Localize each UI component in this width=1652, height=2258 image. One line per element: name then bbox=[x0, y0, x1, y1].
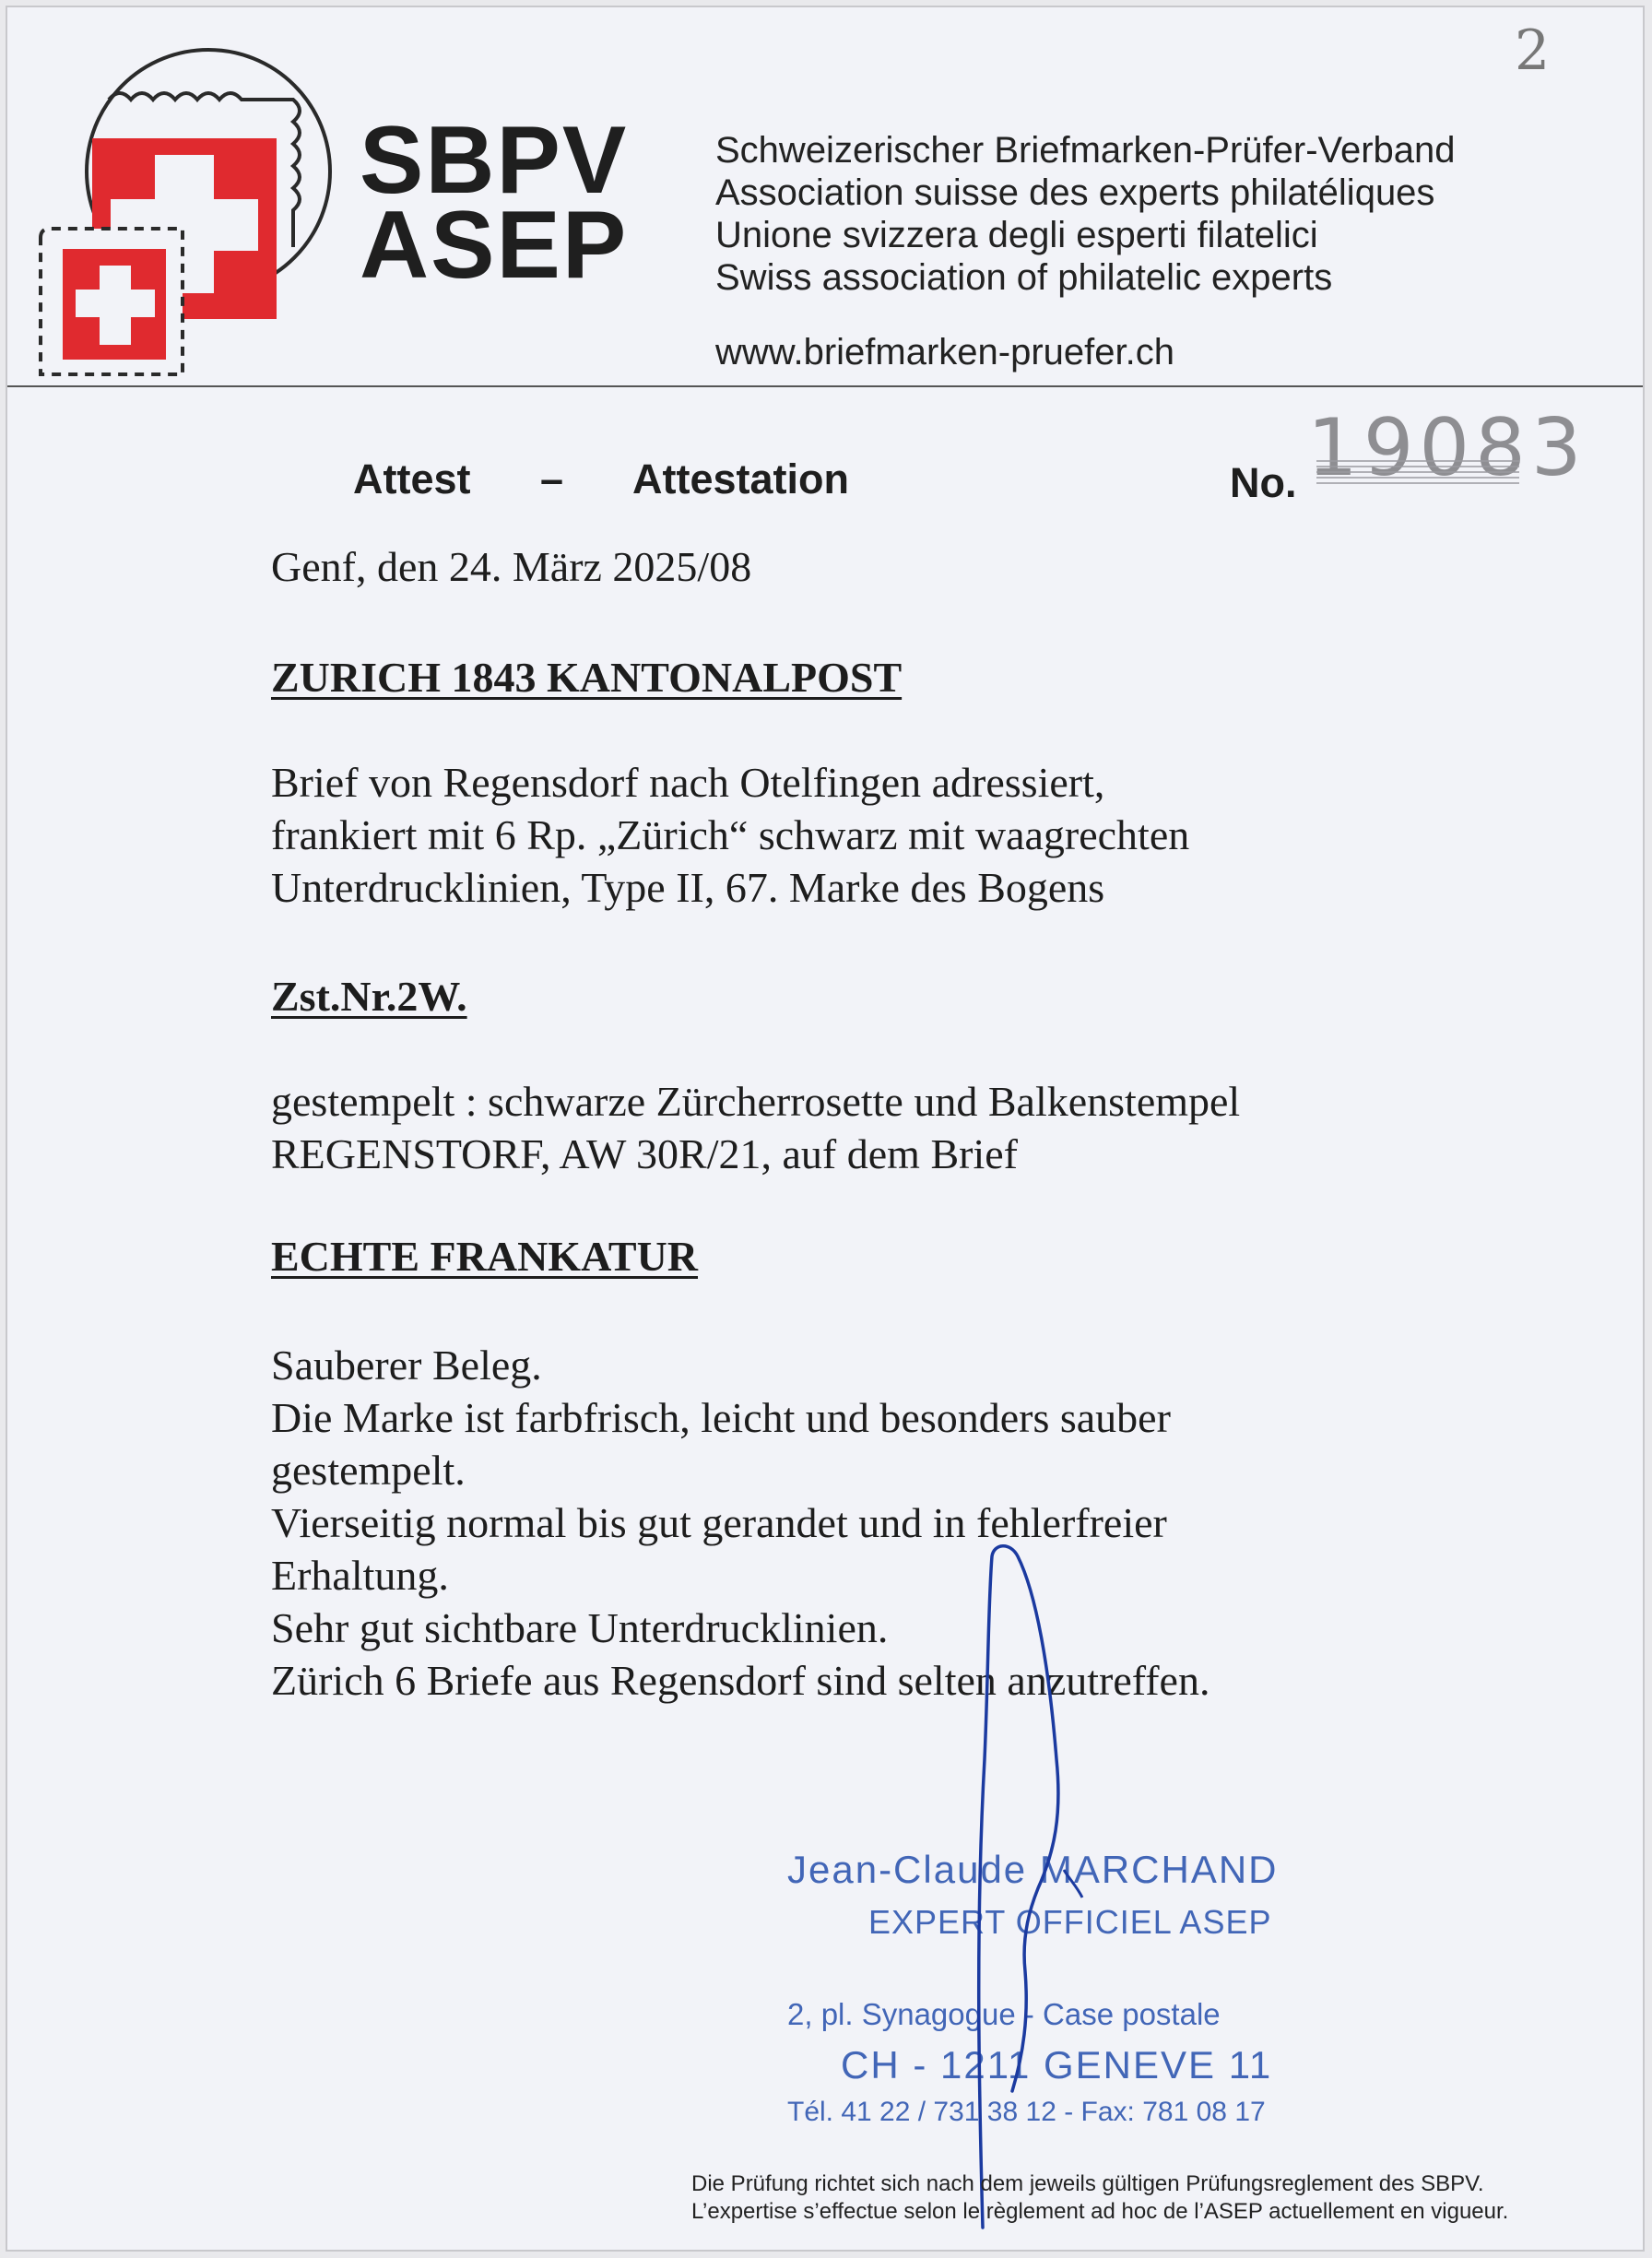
stamp-address: 2, pl. Synagogue - Case postale bbox=[787, 1997, 1221, 2031]
sbpv-logo-icon bbox=[26, 35, 348, 385]
description-block bbox=[271, 756, 1189, 914]
certificate-number: 19083 bbox=[1307, 402, 1587, 494]
description-line: frankiert mit 6 Rp. „Zürich“ schwarz mit waagrechten bbox=[271, 811, 1190, 858]
footer-line-fr: L’expertise s’effectue selon le règlement ad hoc de l’ASEP actuellement en vigueur. bbox=[691, 2199, 1509, 2224]
logo-line-sbpv: SBPV bbox=[360, 107, 629, 214]
notes-line: Sehr gut sichtbare Unterdrucklinien. bbox=[271, 1604, 889, 1651]
association-name-de: Schweizerischer Briefmarken-Prüfer-Verband bbox=[715, 130, 1456, 171]
cancel-line: gestempelt : schwarze Zürcherrosette und Balkenstempel bbox=[271, 1078, 1241, 1125]
stamp-expert-role: EXPERT OFFICIEL ASEP bbox=[868, 1903, 1272, 1941]
notes-line: Zürich 6 Briefe aus Regensdorf sind selten anzutreffen. bbox=[271, 1657, 1210, 1704]
header-divider bbox=[7, 385, 1643, 387]
description-line: Unterdrucklinien, Type II, 67. Marke des Bogens bbox=[271, 864, 1105, 911]
corner-pencil-mark: 2 bbox=[1515, 18, 1551, 83]
cancel-line: REGENSTORF, AW 30R/21, auf dem Brief bbox=[271, 1130, 1018, 1177]
number-guilloche bbox=[1316, 457, 1519, 494]
title-dash: – bbox=[540, 455, 564, 502]
certificate-page bbox=[6, 6, 1645, 2252]
footer-line-de: Die Prüfung richtet sich nach dem jeweils gültigen Prüfungsreglement des SBPV. bbox=[691, 2171, 1484, 2196]
notes-line: gestempelt. bbox=[271, 1447, 466, 1494]
association-name-en: Swiss association of philatelic experts bbox=[715, 257, 1333, 298]
stamp-expert-name: Jean-Claude MARCHAND bbox=[787, 1848, 1279, 1891]
cancel-block bbox=[271, 1075, 1240, 1180]
catalog-number: Zst.Nr.2W. bbox=[271, 973, 467, 1020]
stamp-phone: Tél. 41 22 / 731 38 12 - Fax: 781 08 17 bbox=[787, 2097, 1266, 2127]
signature-icon bbox=[948, 1538, 1114, 2239]
title-attestation: Attestation bbox=[632, 455, 849, 502]
notes-line: Sauberer Beleg. bbox=[271, 1342, 542, 1389]
heading-zurich: ZURICH 1843 KANTONALPOST bbox=[271, 654, 903, 701]
association-names bbox=[715, 129, 1456, 299]
association-name-fr: Association suisse des experts philatéliques bbox=[715, 172, 1435, 213]
logo-line-asep: ASEP bbox=[360, 192, 629, 299]
certificate-number-label: No. bbox=[1230, 459, 1297, 506]
notes-line: Die Marke ist farbfrisch, leicht und besonders sauber bbox=[271, 1394, 1171, 1441]
logo-wordmark bbox=[360, 107, 629, 299]
notes-line: Erhaltung. bbox=[271, 1552, 449, 1599]
footer-notice bbox=[691, 2170, 1508, 2226]
website-link[interactable]: www.briefmarken-pruefer.ch bbox=[715, 332, 1174, 372]
description-line: Brief von Regensdorf nach Otelfingen adressiert, bbox=[271, 759, 1105, 806]
date-line: Genf, den 24. März 2025/08 bbox=[271, 543, 752, 590]
stamp-city: CH - 1211 GENEVE 11 bbox=[841, 2043, 1273, 2087]
association-name-it: Unione svizzera degli esperti filatelici bbox=[715, 215, 1318, 255]
notes-line: Vierseitig normal bis gut gerandet und in fehlerfreier bbox=[271, 1499, 1167, 1546]
title-attest: Attest bbox=[353, 455, 471, 502]
heading-echte-frankatur: ECHTE FRANKATUR bbox=[271, 1233, 699, 1280]
